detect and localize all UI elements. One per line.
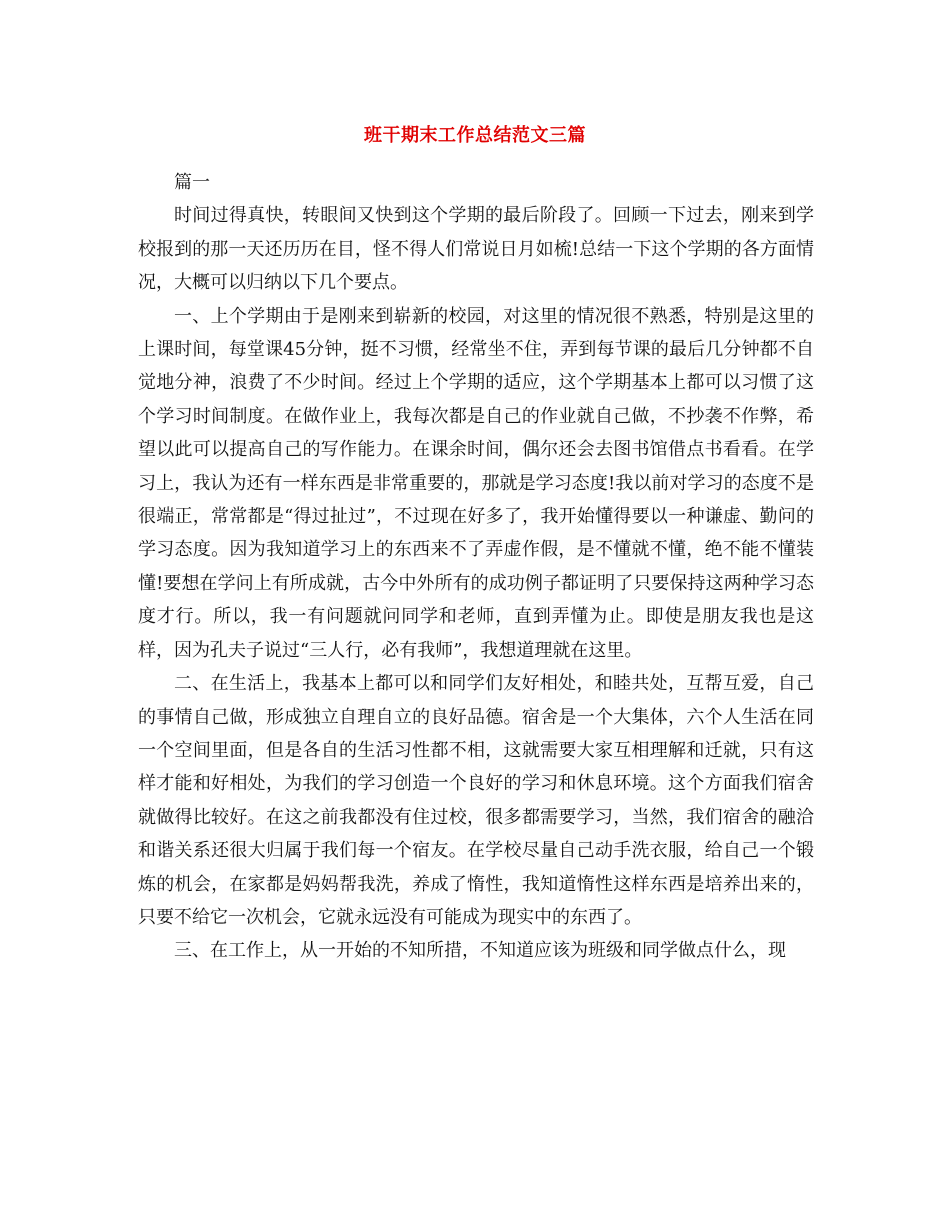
- paragraph-life: 二、在生活上，我基本上都可以和同学们友好相处，和睦共处，互帮互爱，自己的事情自己做，形成独立自理自立的良好品德。宿舍是一个大集体，六个人生活在同一个空间里面，但是各自的生活习性都不相，这就需要大家互相理解和迁就，只有这样才能和好相处，为我们的学习创造一个良好的学习和休息环境。这个方面我们宿舍就做得比较好。在这之前我都没有住过校，很多都需要学习，当然，我们宿舍的融洽和谐关系还很大归属于我们每一个宿友。在学校尽量自己动手洗衣服，给自己一个锻炼的机会，在家都是妈妈帮我洗，养成了惰性，我知道惰性这样东西是培养出来的，只要不给它一次机会，它就永远没有可能成为现实中的东西了。: [138, 673, 814, 928]
- document-title: 班干期末工作总结范文三篇: [364, 125, 586, 146]
- paragraph-work: 三、在工作上，从一开始的不知所措，不知道应该为班级和同学做点什么，现: [174, 940, 786, 962]
- paragraph-study: 一、上个学期由于是刚来到崭新的校园，对这里的情况很不熟悉，特别是这里的上课时间，每堂课45分钟，挺不习惯，经常坐不住，弄到每节课的最后几分钟都不自觉地分神，浪费了不少时间。经过上个学期的适应，这个学期基本上都可以习惯了这个学习时间制度。在做作业上，我每次都是自己的作业就自己做，不抄袭不作弊，希望以此可以提高自己的写作能力。在课余时间，偶尔还会去图书馆借点书看看。在学习上，我认为还有一样东西是非常重要的，那就是学习态度!我以前对学习的态度不是很端正，常常都是“得过扯过”，不过现在好多了，我开始懂得要以一种谦虚、勤问的学习态度。因为我知道学习上的东西来不了弄虚作假，是不懂就不懂，绝不能不懂装懂!要想在学问上有所成就，古今中外所有的成功例子都证明了只要保持这两种学习态度才行。所以，我一有问题就问同学和老师，直到弄懂为止。即使是朋友我也是这样，因为孔夫子说过“三人行，必有我师”，我想道理就在这里。: [138, 305, 814, 661]
- paragraph-intro: 时间过得真快，转眼间又快到这个学期的最后阶段了。回顾一下过去，刚来到学校报到的那一天还历历在目，怪不得人们常说日月如梳!总结一下这个学期的各方面情况，大概可以归纳以下几个要点。: [138, 205, 814, 294]
- document-body: [138, 166, 814, 968]
- section-label: 篇一: [174, 172, 210, 193]
